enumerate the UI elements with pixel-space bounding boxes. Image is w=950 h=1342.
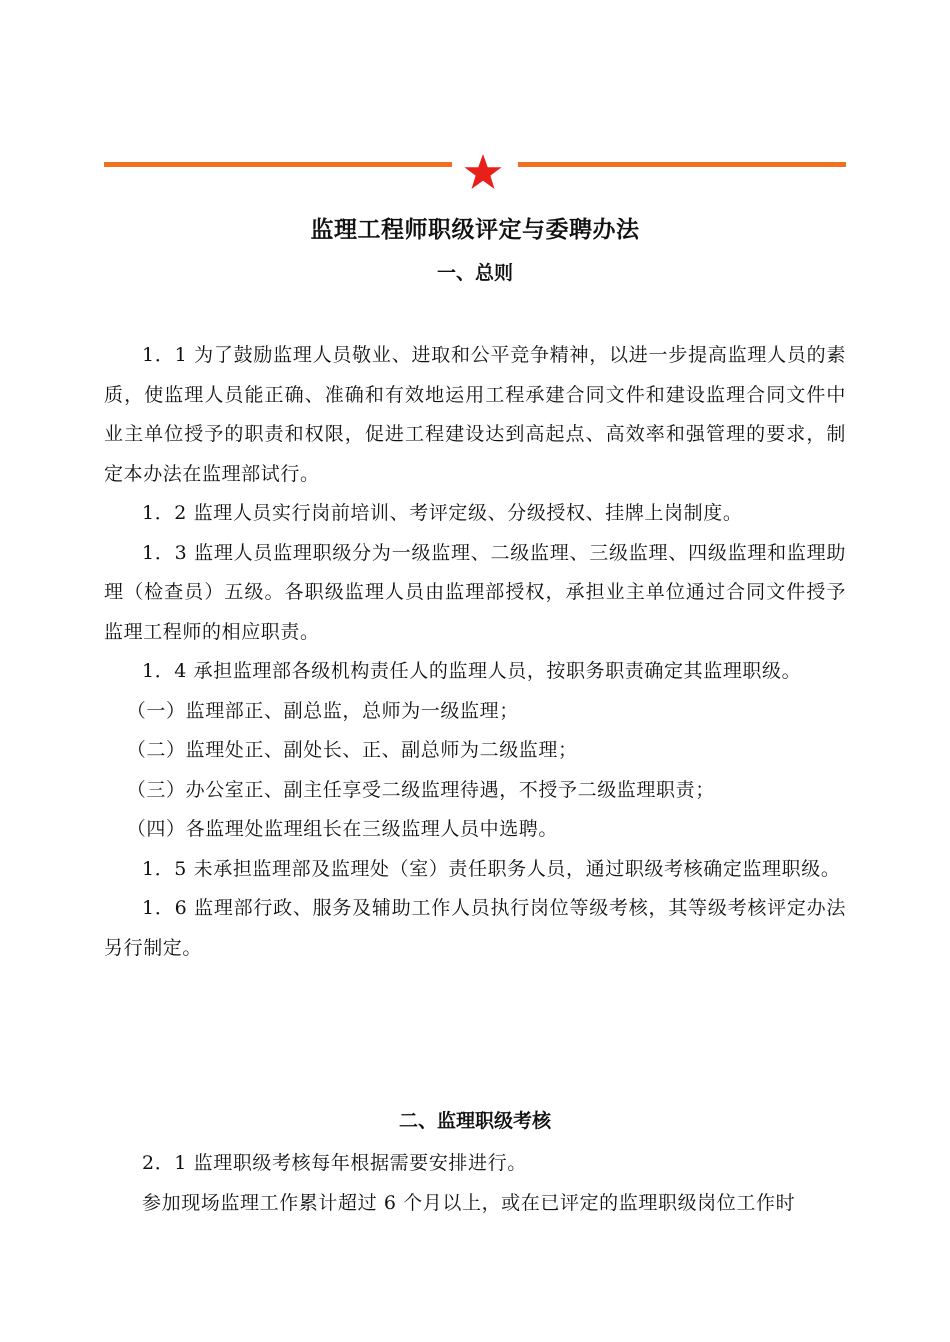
list-item-1: （一）监理部正、副总监，总师为一级监理； [126, 699, 519, 722]
list-item-2: （二）监理处正、副处长、正、副总师为二级监理； [126, 739, 578, 761]
paragraph-2-1-cont: 参加现场监理工作累计超过 6 个月以上，或在已评定的监理职级岗位工作时 [142, 1191, 796, 1214]
paragraph-1-6: 1．6 监理部行政、服务及辅助工作人员执行岗位等级考核，其等级考核评定办法另行制定。 [104, 897, 846, 959]
list-item-4: （四）各监理处监理组长在三级监理人员中选聘。 [126, 818, 558, 840]
red-star-icon [463, 152, 503, 192]
header-decoration [0, 150, 950, 200]
paragraph-2-1: 2．1 监理职级考核每年根据需要安排进行。 [142, 1152, 527, 1174]
paragraph-1-4: 1．4 承担监理部各级机构责任人的监理人员，按职务职责确定其监理职级。 [142, 660, 802, 682]
paragraph-1-5: 1．5 未承担监理部及监理处（室）责任职务人员，通过职级考核确定监理职级。 [142, 857, 841, 880]
section-heading-general: 一、总则 [436, 262, 513, 284]
paragraph-1-3: 1．3 监理人员监理职级分为一级监理、二级监理、三级监理、四级监理和监理助理（检查员）五级。各职级监理人员由监理部授权，承担业主单位通过合同文件授予监理工程师的相应职责。 [104, 541, 846, 643]
orange-rule-right [518, 162, 846, 167]
section-heading-assessment: 二、监理职级考核 [398, 1110, 551, 1132]
section-assessment-body [104, 1144, 846, 1223]
paragraph-1-2: 1．2 监理人员实行岗前培训、考评定级、分级授权、挂牌上岗制度。 [142, 502, 743, 524]
list-item-3: （三）办公室正、副主任享受二级监理待遇，不授予二级监理职责； [126, 778, 715, 801]
orange-rule-left [104, 162, 452, 167]
document-title: 监理工程师职级评定与委聘办法 [310, 216, 640, 243]
paragraph-1-1: 1．1 为了鼓励监理人员敬业、进取和公平竞争精神，以进一步提高监理人员的素质，使监理人员能正确、准确和有效地运用工程承建合同文件和建设监理合同文件中业主单位授予的职责和权限，促进工程建设达到高起点、高效率和强管理的要求，制定本办法在监理部试行。 [104, 344, 846, 485]
section-general-body [104, 336, 846, 968]
